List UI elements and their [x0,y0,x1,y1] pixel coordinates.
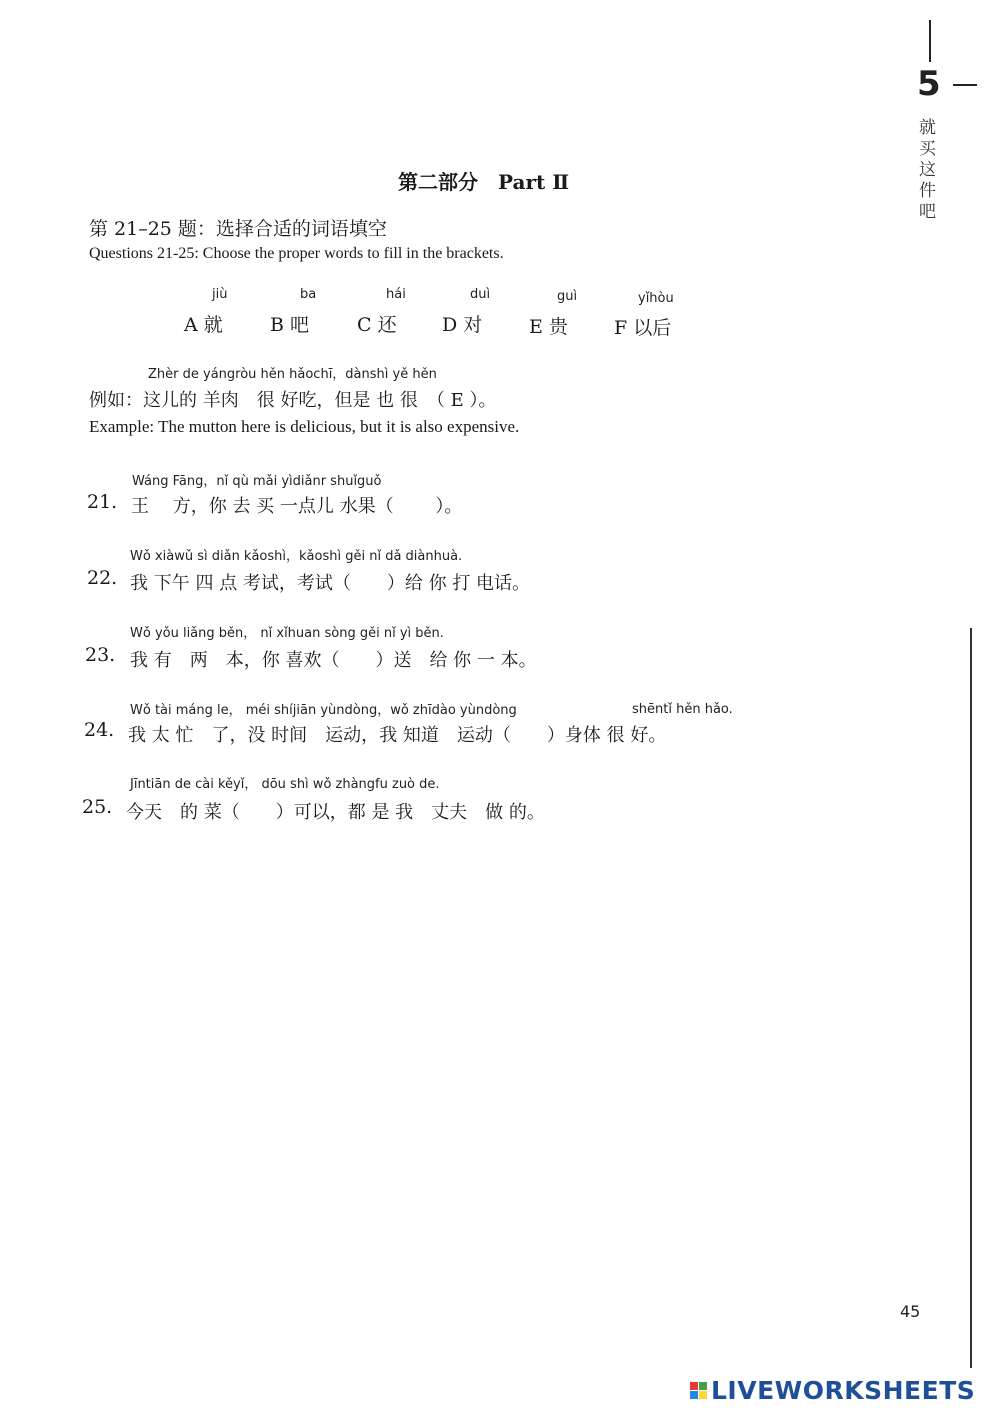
option-letter: C [357,314,372,336]
question-pinyin: Wǒ tài máng le， méi shíjiān yùndòng，wǒ zhīdào yùndòng [130,703,517,718]
question-sentence: 我 下午 四 点 考试，考试（ ）给 你 打 电话。 [130,573,531,594]
option-pinyin: yǐhòu [638,291,674,306]
chapter-rule-dash [953,84,977,86]
question-number: 24. [84,719,115,741]
instructions-en: Questions 21-25: Choose the proper words to fill in the brackets. [89,245,504,262]
question-pinyin-tail: shēntǐ hěn hǎo. [632,702,733,717]
option-pinyin: hái [386,287,406,302]
option-c [357,310,397,337]
option-f [614,313,671,340]
option-letter: F [614,317,628,339]
option-letter: E [529,316,543,338]
option-word: 以后 [633,317,672,339]
chapter-title-char: 这 [919,160,936,180]
chapter-number: 5 [917,64,941,104]
option-word: 还 [377,314,397,336]
margin-rule [970,628,972,1368]
instructions-zh: 第 21–25 题：选择合适的词语填空 [89,218,387,240]
question-sentence: 王 方，你 去 买 一点儿 水果（ ）。 [131,496,463,517]
question-pinyin: Wǒ yǒu liǎng běn， nǐ xǐhuan sòng gěi nǐ yì běn. [130,626,444,641]
question-pinyin: Wáng Fāng，nǐ qù mǎi yìdiǎnr shuǐguǒ [132,474,382,489]
option-e [529,312,568,339]
chapter-title-char: 买 [919,139,936,159]
chapter-title-char: 就 [919,118,936,138]
example-sentence: 例如：这儿的 羊肉 很 好吃，但是 也 很 （ E ）。 [89,390,497,411]
logo-text: LIVEWORKSHEETS [711,1376,976,1405]
section-title: 第二部分 Part Ⅱ [398,170,570,194]
page-number: 45 [900,1302,921,1321]
option-word: 吧 [290,314,310,336]
chapter-title [919,118,936,223]
logo-grid-icon [690,1382,707,1399]
question-sentence: 今天 的 菜（ ）可以，都 是 我 丈夫 做 的。 [126,802,545,823]
question-number: 22. [87,567,118,589]
liveworksheets-logo [690,1376,975,1405]
question-pinyin: Jīntiān de cài kěyǐ， dōu shì wǒ zhàngfu zuò de. [130,777,440,792]
question-sentence: 我 有 两 本，你 喜欢（ ）送 给 你 一 本。 [130,650,537,671]
option-pinyin: ba [300,287,317,302]
chapter-title-char: 吧 [919,202,936,222]
option-d [442,310,482,337]
question-number: 21. [87,491,118,513]
chapter-title-char: 件 [919,181,936,201]
question-number: 23. [85,644,116,666]
option-word: 贵 [548,316,568,338]
chapter-rule-top [929,20,931,62]
option-pinyin: guì [557,289,578,304]
option-letter: D [442,314,458,336]
option-word: 对 [463,314,483,336]
option-b [270,310,309,337]
option-a [184,310,223,337]
option-pinyin: duì [470,287,491,302]
option-pinyin: jiù [212,287,228,302]
question-pinyin: Wǒ xiàwǔ sì diǎn kǎoshì，kǎoshì gěi nǐ dǎ diànhuà. [130,549,463,564]
option-word: 就 [203,314,223,336]
question-number: 25. [82,796,113,818]
option-letter: A [184,314,198,336]
option-letter: B [270,314,284,336]
question-sentence: 我 太 忙 了，没 时间 运动，我 知道 运动（ ）身体 很 好。 [128,725,667,746]
example-translation: Example: The mutton here is delicious, but it is also expensive. [89,417,520,436]
example-pinyin: Zhèr de yángròu hěn hǎochī，dànshì yě hěn [148,367,437,382]
